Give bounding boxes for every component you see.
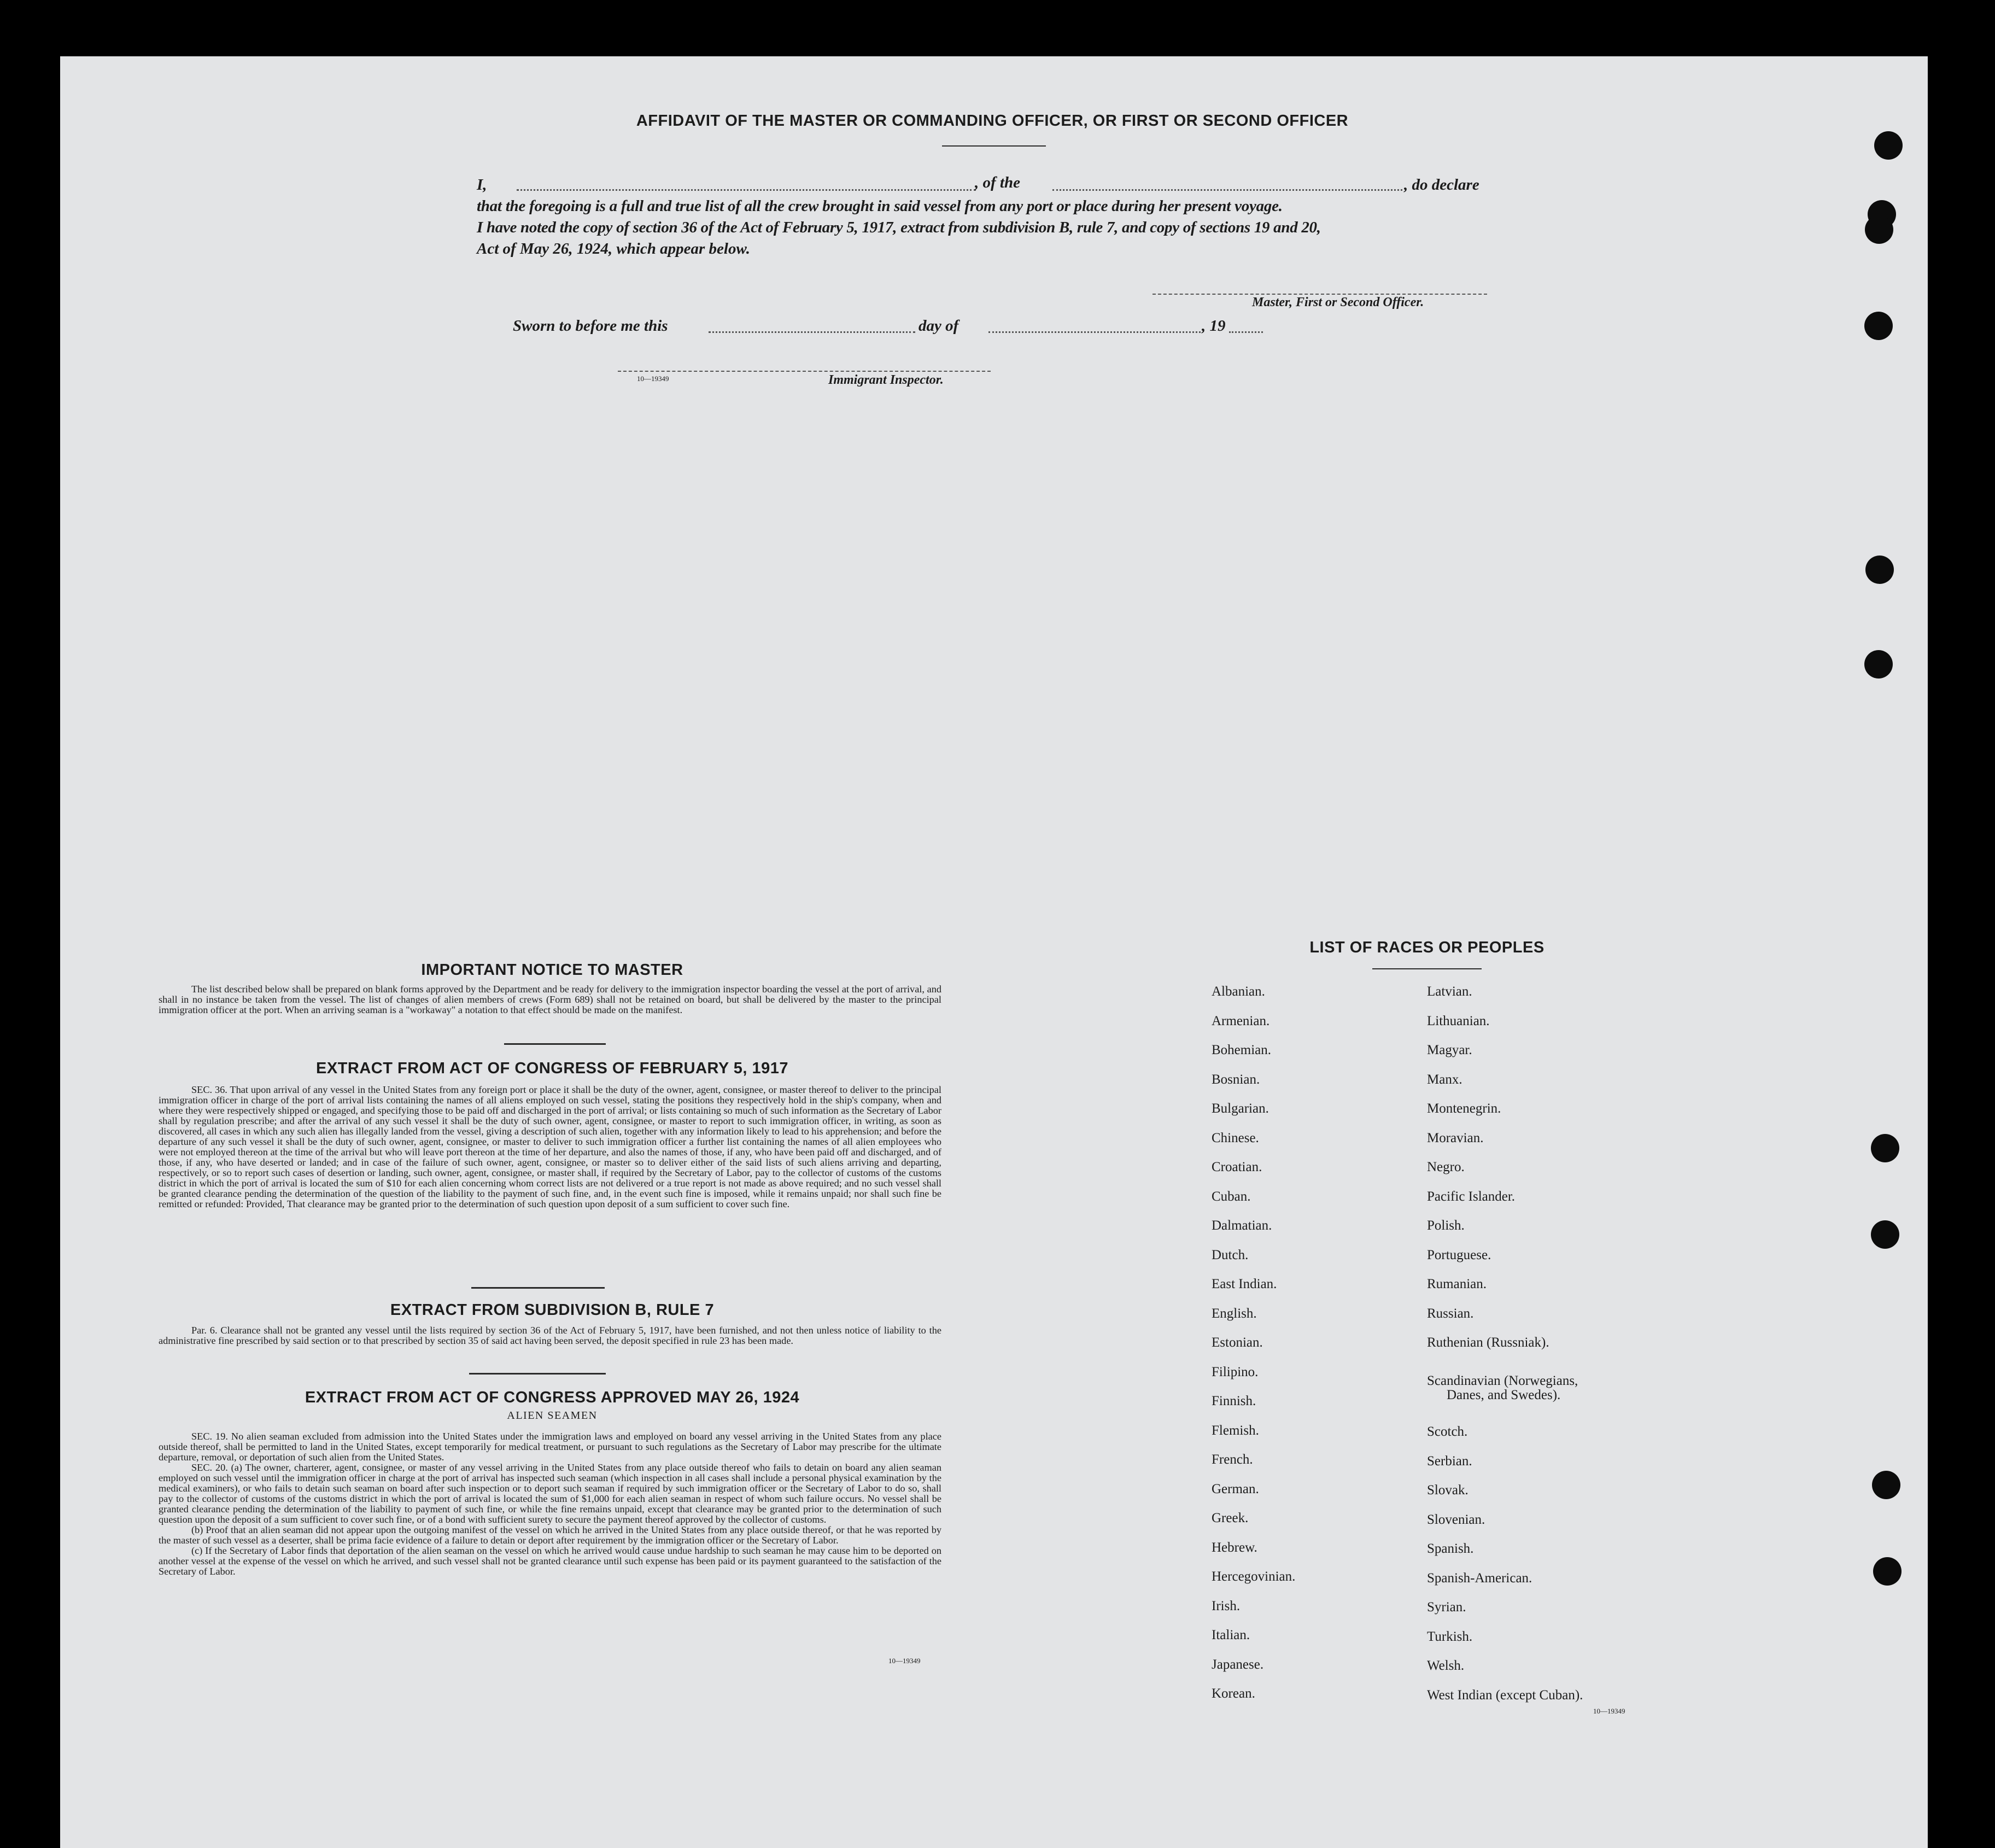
- extract-1924-title: EXTRACT FROM ACT OF CONGRESS APPROVED MAY 26, 1924: [305, 1389, 800, 1406]
- race-item: Bohemian.: [1212, 1043, 1272, 1057]
- inspector-signature-line: [618, 371, 991, 372]
- punch-hole: [1871, 1220, 1899, 1249]
- race-item: Spanish.: [1427, 1541, 1474, 1556]
- day-of-label: day of: [918, 317, 959, 335]
- race-item: Greek.: [1212, 1511, 1249, 1525]
- race-item: Serbian.: [1427, 1453, 1472, 1469]
- race-item: German.: [1212, 1481, 1259, 1496]
- punch-hole: [1864, 312, 1893, 340]
- race-item: Lithuanian.: [1427, 1013, 1490, 1028]
- inspector-label: Immigrant Inspector.: [828, 373, 944, 387]
- section-20c-paragraph: (c) If the Secretary of Labor finds that deportation of the alien seaman on the vessel on which he arrived would cause undue hardship to such seaman he may cause him to be deported on another vessel at the expense of the vessel on which he arrived, and such vessel shall not be granted clearance until such expense has been paid or its payment guaranteed to the satisfaction of the Secretary of Labor.: [159, 1545, 941, 1577]
- race-item: Russian.: [1427, 1306, 1474, 1321]
- race-item: Polish.: [1427, 1218, 1465, 1233]
- master-signature-line: [1152, 294, 1487, 295]
- extract-1917-title: EXTRACT FROM ACT OF CONGRESS OF FEBRUARY 5, 1917: [315, 1060, 789, 1077]
- affidavit-of-the: , of the: [975, 174, 1020, 191]
- race-item: Ruthenian (Russniak).: [1427, 1335, 1549, 1350]
- race-item: Portuguese.: [1427, 1247, 1491, 1262]
- affidavit-do-declare: , do declare: [1404, 176, 1479, 194]
- race-item: Finnish.: [1212, 1394, 1256, 1408]
- race-item: Manx.: [1427, 1072, 1462, 1087]
- races-title: LIST OF RACES OR PEOPLES: [1309, 939, 1544, 956]
- race-item: French.: [1212, 1452, 1253, 1467]
- punch-hole: [1865, 555, 1894, 584]
- race-item: Slovenian.: [1427, 1512, 1485, 1527]
- punch-hole: [1864, 650, 1893, 679]
- form-number: 10—19349: [1593, 1707, 1625, 1715]
- race-item: East Indian.: [1212, 1277, 1277, 1291]
- race-item: English.: [1212, 1306, 1257, 1321]
- race-item: Korean.: [1212, 1686, 1255, 1701]
- race-item: Syrian.: [1427, 1600, 1466, 1615]
- alien-seamen-subtitle: ALIEN SEAMEN: [507, 1410, 598, 1422]
- master-signature-label: Master, First or Second Officer.: [1252, 295, 1424, 309]
- race-item: Italian.: [1212, 1628, 1250, 1642]
- affidavit-line-3: I have noted the copy of section 36 of the Act of February 5, 1917, extract from subdivision B, rule 7, and copy of sections 19 and 20,: [477, 219, 1321, 236]
- race-item: Moravian.: [1427, 1130, 1484, 1145]
- document-page: [60, 56, 1928, 1848]
- sworn-label: Sworn to before me this: [513, 317, 668, 335]
- year-label: , 19: [1202, 317, 1226, 335]
- punch-hole: [1871, 1134, 1899, 1162]
- race-item: West Indian (except Cuban).: [1427, 1687, 1583, 1703]
- rule-7-paragraph: Par. 6. Clearance shall not be granted any vessel until the lists required by section 36 of the Act of February 5, 1917, have been furnished, and not then unless notice of liability to the administrative fine prescribed by said section or to that prescribed by section 35 of said act having been served, the deposit specified in rule 23 has been made.: [159, 1325, 941, 1346]
- affidavit-title: AFFIDAVIT OF THE MASTER OR COMMANDING OFFICER, OR FIRST OR SECOND OFFICER: [636, 112, 1349, 130]
- races-title-underline: [1372, 968, 1482, 969]
- race-item: Hebrew.: [1212, 1540, 1257, 1555]
- notice-text: [159, 984, 941, 1015]
- section-19-paragraph: SEC. 19. No alien seaman excluded from admission into the United States under the immigration laws and employed on board any vessel arriving in the United States from any place outside thereof, shall be permitted to land in the United States, except temporarily for medical treatment, or pursuant to such regulations as the Secretary of Labor may prescribe for the ultimate departure, removal, or deportation of such alien from the United States.: [159, 1431, 941, 1463]
- race-item: Montenegrin.: [1427, 1101, 1501, 1116]
- race-item: Slovak.: [1427, 1483, 1469, 1498]
- race-item: Japanese.: [1212, 1657, 1264, 1672]
- name-blank: [517, 189, 976, 191]
- punch-hole: [1873, 1557, 1902, 1586]
- section-20b-paragraph: (b) Proof that an alien seaman did not appear upon the outgoing manifest of the vessel on which he arrived in the United States from any place outside thereof, or that he was reported by the master of such vessel as a deserter, shall be prima facie evidence of a failure to detain or deport after requirement by the immigration officer or the Secretary of Labor.: [159, 1524, 941, 1546]
- affidavit-line-2: that the foregoing is a full and true list of all the crew brought in said vessel from any port or place during her present voyage.: [477, 197, 1283, 215]
- race-item: Dutch.: [1212, 1247, 1249, 1262]
- sworn-day-blank: [709, 331, 915, 333]
- punch-hole: [1874, 131, 1903, 160]
- race-item: Bosnian.: [1212, 1072, 1260, 1087]
- race-item: Magyar.: [1427, 1043, 1472, 1057]
- race-item: Scotch.: [1427, 1424, 1468, 1439]
- affidavit-i-word: I,: [477, 176, 487, 194]
- race-item: Estonian.: [1212, 1335, 1263, 1350]
- race-item: Filipino.: [1212, 1364, 1259, 1379]
- section-divider: [504, 1043, 606, 1045]
- race-item: Albanian.: [1212, 984, 1265, 999]
- year-blank: [1229, 331, 1263, 333]
- race-item: Bulgarian.: [1212, 1101, 1269, 1116]
- form-number: 10—19349: [888, 1657, 921, 1665]
- form-number: 10—19349: [637, 375, 669, 383]
- punch-hole: [1865, 215, 1893, 244]
- extract-1917-text: [159, 1085, 941, 1209]
- section-divider: [469, 1373, 606, 1375]
- punch-hole: [1872, 1471, 1900, 1499]
- race-item: Dalmatian.: [1212, 1218, 1272, 1233]
- race-item: Cuban.: [1212, 1189, 1251, 1204]
- race-item: Irish.: [1212, 1598, 1241, 1613]
- race-item: Chinese.: [1212, 1130, 1259, 1145]
- section-20a-paragraph: SEC. 20. (a) The owner, charterer, agent, consignee, or master of any vessel arriving in the United States from any place outside thereof who fails to detain on board any alien seaman employed on such vessel until the immigration officer in charge at the port of arrival has inspected such seaman (which inspection in all cases shall include a personal physical examination by the medical examiners), or who fails to detain such seaman on board after such inspection or to deport such seaman if required by such immigration officer or the Secretary of Labor to do so, shall pay to the collector of customs of the customs district in which the port of arrival is located the sum of $1,000 for each alien seaman in respect of whom such failure occurs. No vessel shall be granted clearance pending the determination of the liability to payment of such fine, or while the fine remains unpaid, except that clearance may be granted prior to the determination of such question upon the deposit of a sum sufficient to cover such fine, or of a bond with sufficient surety to secure the payment thereof approved by the collector of customs.: [159, 1462, 941, 1525]
- race-item: Danes, and Swedes).: [1447, 1388, 1561, 1402]
- race-item: Negro.: [1427, 1160, 1465, 1174]
- race-item: Hercegovinian.: [1212, 1569, 1296, 1584]
- race-item: Croatian.: [1212, 1160, 1262, 1174]
- notice-paragraph: The list described below shall be prepared on blank forms approved by the Department and be ready for delivery to the immigration inspector boarding the vessel at the port of arrival, and shall in no instance be taken from the vessel. The list of changes of alien members of crews (Form 689) shall not be retained on board, but shall be delivered by the master to the principal immigration officer at the port. When an arriving seaman is a "workaway" a notation to that effect should be made on the manifest.: [159, 984, 941, 1015]
- rule-7-title: EXTRACT FROM SUBDIVISION B, RULE 7: [390, 1301, 715, 1319]
- race-item: Welsh.: [1427, 1658, 1465, 1673]
- notice-title: IMPORTANT NOTICE TO MASTER: [421, 961, 683, 979]
- race-item: Rumanian.: [1427, 1277, 1487, 1291]
- title-underline: [942, 145, 1046, 147]
- race-item: Flemish.: [1212, 1423, 1259, 1438]
- rule-7-text: [159, 1325, 941, 1346]
- sworn-month-blank: [988, 331, 1201, 333]
- extract-1924-text: [159, 1431, 941, 1577]
- section-divider: [471, 1287, 605, 1289]
- affidavit-line-4: Act of May 26, 1924, which appear below.: [477, 240, 750, 258]
- race-item: Turkish.: [1427, 1629, 1473, 1644]
- section-36-paragraph: SEC. 36. That upon arrival of any vessel in the United States from any foreign port or place it shall be the duty of the owner, agent, consignee, or master thereof to deliver to the principal immigration officer in charge of the port of arrival lists containing the names of all aliens employed on such vessel, stating the positions they respectively hold in the ship's company, when and where they were respectively shipped or engaged, and specifying those to be paid off and discharged in the port of arrival; or lists containing so much of such information as the Secretary of Labor shall by regulation prescribe; and after the arrival of any such vessel it shall be the duty of such owner, agent, consignee, or master to report to such immigration officer, in writing, as soon as discovered, all cases in which any such alien has illegally landed from the vessel, giving a description of such alien, together with any information likely to lead to his apprehension; and before the departure of any such vessel it shall be the duty of such owner, agent, consignee, or master to deliver to such immigration officer a further list containing the names of all alien employees who were not employed thereon at the time of the arrival but who will leave port thereon at the time of her departure, and also the names of those, if any, who have been paid off and discharged, and of those, if any, who have deserted or landed; and in case of the failure of such owner, agent, consignee, or master so to deliver either of the said lists of such aliens arriving and departing, respectively, or so to report such cases of desertion or landing, such owner, agent, consignee, or master shall, if required by the Secretary of Labor, pay to the collector of customs of the customs district in which the port of arrival is located the sum of $10 for each alien concerning whom correct lists are not delivered or a true report is not made as above required; and no such vessel shall be granted clearance pending the determination of the question of the liability to the payment of such fine, and, in the event such fine is imposed, while it remains unpaid; nor shall such fine be remitted or refunded: Provided, That clearance may be granted prior to the determination of such question upon deposit of a sum sufficient to cover such fine.: [159, 1084, 941, 1209]
- race-item: Armenian.: [1212, 1013, 1270, 1028]
- race-item: Spanish-American.: [1427, 1570, 1532, 1586]
- race-item: Scandinavian (Norwegians,: [1427, 1373, 1578, 1388]
- race-item: Pacific Islander.: [1427, 1189, 1516, 1204]
- race-item: Latvian.: [1427, 984, 1472, 999]
- vessel-blank: [1052, 189, 1402, 191]
